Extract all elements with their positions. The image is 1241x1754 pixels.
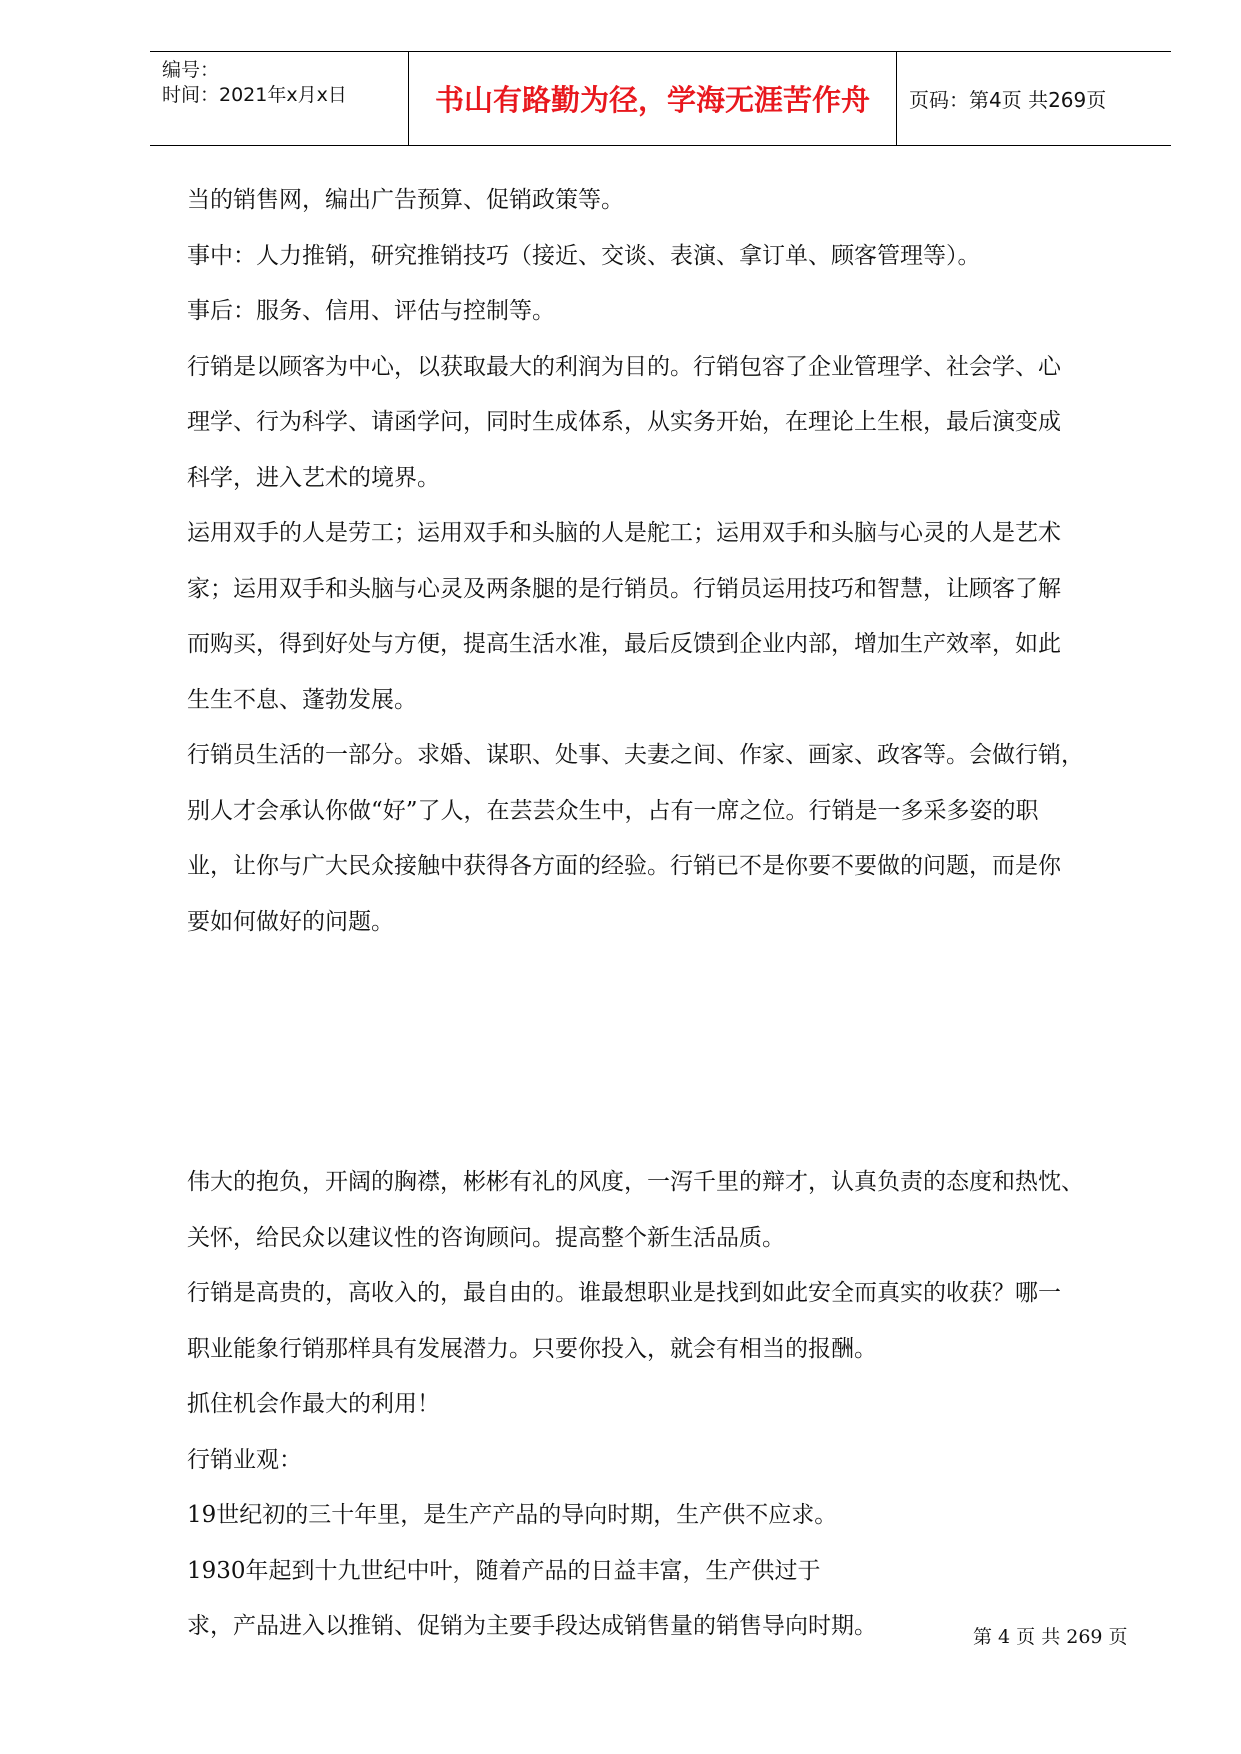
text-line: 理学、行为科学、请函学问，同时生成体系，从实务开始，在理论上生根，最后演变成 (187, 409, 1061, 435)
section-gap (187, 955, 1167, 1160)
header-page-info: 页码：第4页 共269页 (909, 88, 1107, 112)
text-line: 要如何做好的问题。 (187, 908, 394, 935)
text-line: 1930年起到十九世纪中叶，随着产品的日益丰富，生产供过于 (187, 1557, 821, 1584)
text-line: 抓住机会作最大的利用！ (187, 1391, 440, 1417)
text-line: 行销是以顾客为中心，以获取最大的利润为目的。行销包容了企业管理学、社会学、心 (187, 353, 1061, 380)
text-line: 而购买，得到好处与方便，提高生活水准，最后反馈到企业内部，增加生产效率，如此 (187, 631, 1061, 657)
text-line: 关怀，给民众以建议性的咨询顾问。提高整个新生活品质。 (187, 1224, 785, 1251)
text-line: 业，让你与广大民众接触中获得各方面的经验。行销已不是你要不要做的问题，而是你 (187, 853, 1061, 879)
text-line: 求，产品进入以推销、促销为主要手段达成销售量的销售导向时期。 (187, 1613, 877, 1639)
page-footer (973, 1622, 1128, 1649)
text-line: 19世纪初的三十年里，是生产产品的导向时期，生产供不应求。 (187, 1502, 838, 1528)
header-meta-cell (150, 52, 409, 145)
text-line: 科学，进入艺术的境界。 (187, 464, 440, 491)
header-page-cell (897, 52, 1171, 145)
header-motto: 书山有路勤为径，学海无涯苦作舟 (434, 83, 870, 117)
document-body (187, 178, 1167, 1660)
text-line: 运用双手的人是劳工；运用双手和头脑的人是舵工；运用双手和头脑与心灵的人是艺术 (187, 520, 1061, 546)
text-line: 家；运用双手和头脑与心灵及两条腿的是行销员。行销员运用技巧和智慧，让顾客了解 (187, 575, 1061, 602)
text-line: 事中：人力推销，研究推销技巧（接近、交谈、表演、拿订单、顾客管理等）。 (187, 242, 981, 269)
document-time-label: 时间：2021年x月x日 (162, 84, 347, 106)
document-header (150, 51, 1171, 146)
document-number-label: 编号： (162, 59, 220, 81)
text-line: 伟大的抱负，开阔的胸襟，彬彬有礼的风度，一泻千里的辩才，认真负责的态度和热忱、 (187, 1169, 1084, 1195)
text-line: 生生不息、蓬勃发展。 (187, 686, 417, 713)
text-line: 事后：服务、信用、评估与控制等。 (187, 298, 555, 324)
text-line: 别人才会承认你做“好”了人，在芸芸众生中，占有一席之位。行销是一多采多姿的职 (187, 797, 1039, 824)
text-line: 行销员生活的一部分。求婚、谋职、处事、夫妻之间、作家、画家、政客等。会做行销， (187, 742, 1084, 768)
text-line: 职业能象行销那样具有发展潜力。只要你投入，就会有相当的报酬。 (187, 1335, 877, 1362)
text-line: 行销业观： (187, 1446, 302, 1473)
text-line: 行销是高贵的，高收入的，最自由的。谁最想职业是找到如此安全而真实的收获？哪一 (187, 1280, 1061, 1306)
text-line: 当的销售网，编出广告预算、促销政策等。 (187, 187, 624, 213)
header-motto-cell (409, 52, 897, 145)
footer-page-number: 第 4 页 共 269 页 (973, 1626, 1128, 1648)
